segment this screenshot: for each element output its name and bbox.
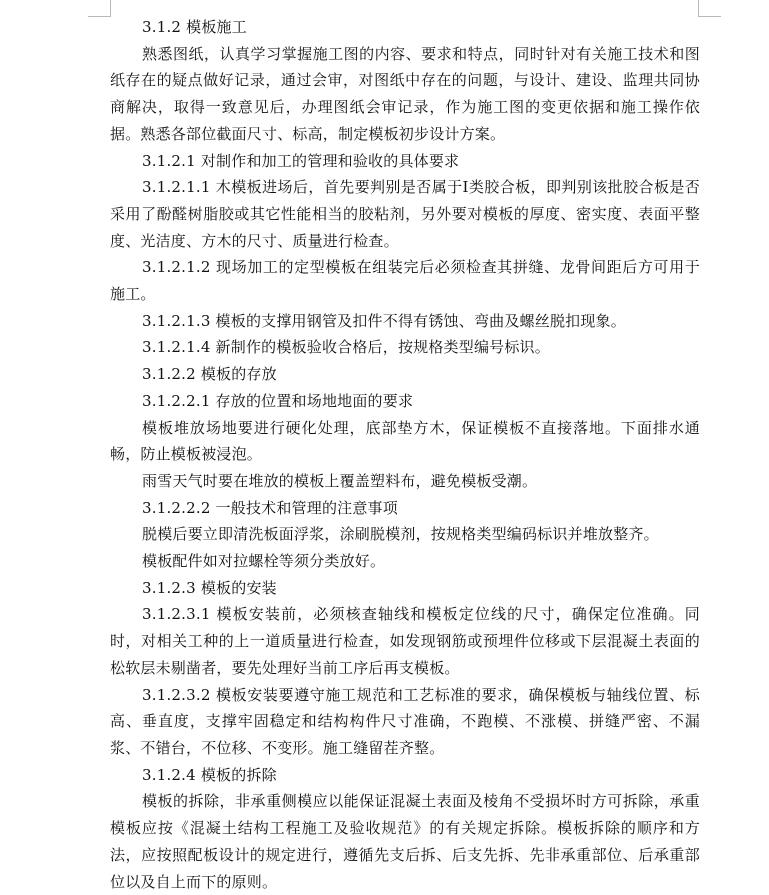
section-heading: 3.1.2.2 模板的存放 [142,365,277,384]
section-heading: 3.1.2.2.1 存放的位置和场地地面的要求 [142,391,414,410]
body-paragraph: 模板配件如对拉螺栓等须分类放好。 [142,552,386,571]
document-body [110,14,700,895]
body-paragraph: 3.1.2.1.4 新制作的模板验收合格后，按规格类型编号标识。 [142,338,550,357]
section-heading: 3.1.2.2.2 一般技术和管理的注意事项 [142,498,398,517]
body-paragraph: 3.1.2.3.2 模板安装要遵守施工规范和工艺标准的要求，确保模板与轴线位置、标高、垂直度，支撑牢固稳定和结构构件尺寸准确，不跑模、不涨模、拼缝严密、不漏浆、不错台，不位移、不变形。施工缝留茬齐整。 [110,685,700,757]
crop-mark-left [88,0,111,17]
body-paragraph: 熟悉图纸，认真学习掌握施工图的内容、要求和特点，同时针对有关施工技术和图纸存在的疑点做好记录，通过会审，对图纸中存在的问题，与设计、建设、监理共同协商解决，取得一致意见后，办理图纸会审记录，作为施工图的变更依据和施工操作依据。熟悉各部位截面尺寸、标高，制定模板初步设计方案。 [110,44,700,143]
section-heading: 3.1.2.1 对制作和加工的管理和验收的具体要求 [142,151,460,170]
section-heading: 3.1.2.4 模板的拆除 [142,765,277,784]
body-paragraph: 模板的拆除，非承重侧模应以能保证混凝土表面及棱角不受损坏时方可拆除，承重模板应按《混凝土结构工程施工及验收规范》的有关规定拆除。模板拆除的顺序和方法，应按照配板设计的规定进行，遵循先支后拆、后支先拆、先非承重部位、后承重部位以及自上而下的原则。 [110,792,700,891]
body-paragraph: 雨雪天气时要在堆放的模板上覆盖塑料布，避免模板受潮。 [142,471,538,490]
body-paragraph: 3.1.2.3.1 模板安装前，必须核查轴线和模板定位线的尺寸，确保定位准确。同时，对相关工种的上一道质量进行检查，如发现钢筋或预埋件位移或下层混凝土表面的松软层未剔凿者，要先处理好当前工序后再支模板。 [110,605,700,677]
section-heading: 3.1.2.3 模板的安装 [142,578,277,597]
body-paragraph: 3.1.2.1.2 现场加工的定型模板在组装完后必须检查其拼缝、龙骨间距后方可用于施工。 [110,258,700,304]
body-paragraph: 3.1.2.1.1 木模板进场后，首先要判别是否属于Ⅰ类胶合板，即判别该批胶合板是否采用了酚醛树脂胶或其它性能相当的胶粘剂，另外要对模板的厚度、密实度、表面平整度、光洁度、方木的尺寸、质量进行检查。 [110,178,700,250]
crop-mark-right [698,0,721,17]
body-paragraph: 模板堆放场地要进行硬化处理，底部垫方木，保证模板不直接落地。下面排水通畅，防止模板被浸泡。 [110,418,700,464]
body-paragraph: 3.1.2.1.3 模板的支撑用钢管及扣件不得有锈蚀、弯曲及螺丝脱扣现象。 [142,311,626,330]
section-heading: 3.1.2 模板施工 [142,18,247,36]
body-paragraph: 脱模后要立即清洗板面浮浆，涂刷脱模剂，按规格类型编码标识并堆放整齐。 [142,525,659,544]
